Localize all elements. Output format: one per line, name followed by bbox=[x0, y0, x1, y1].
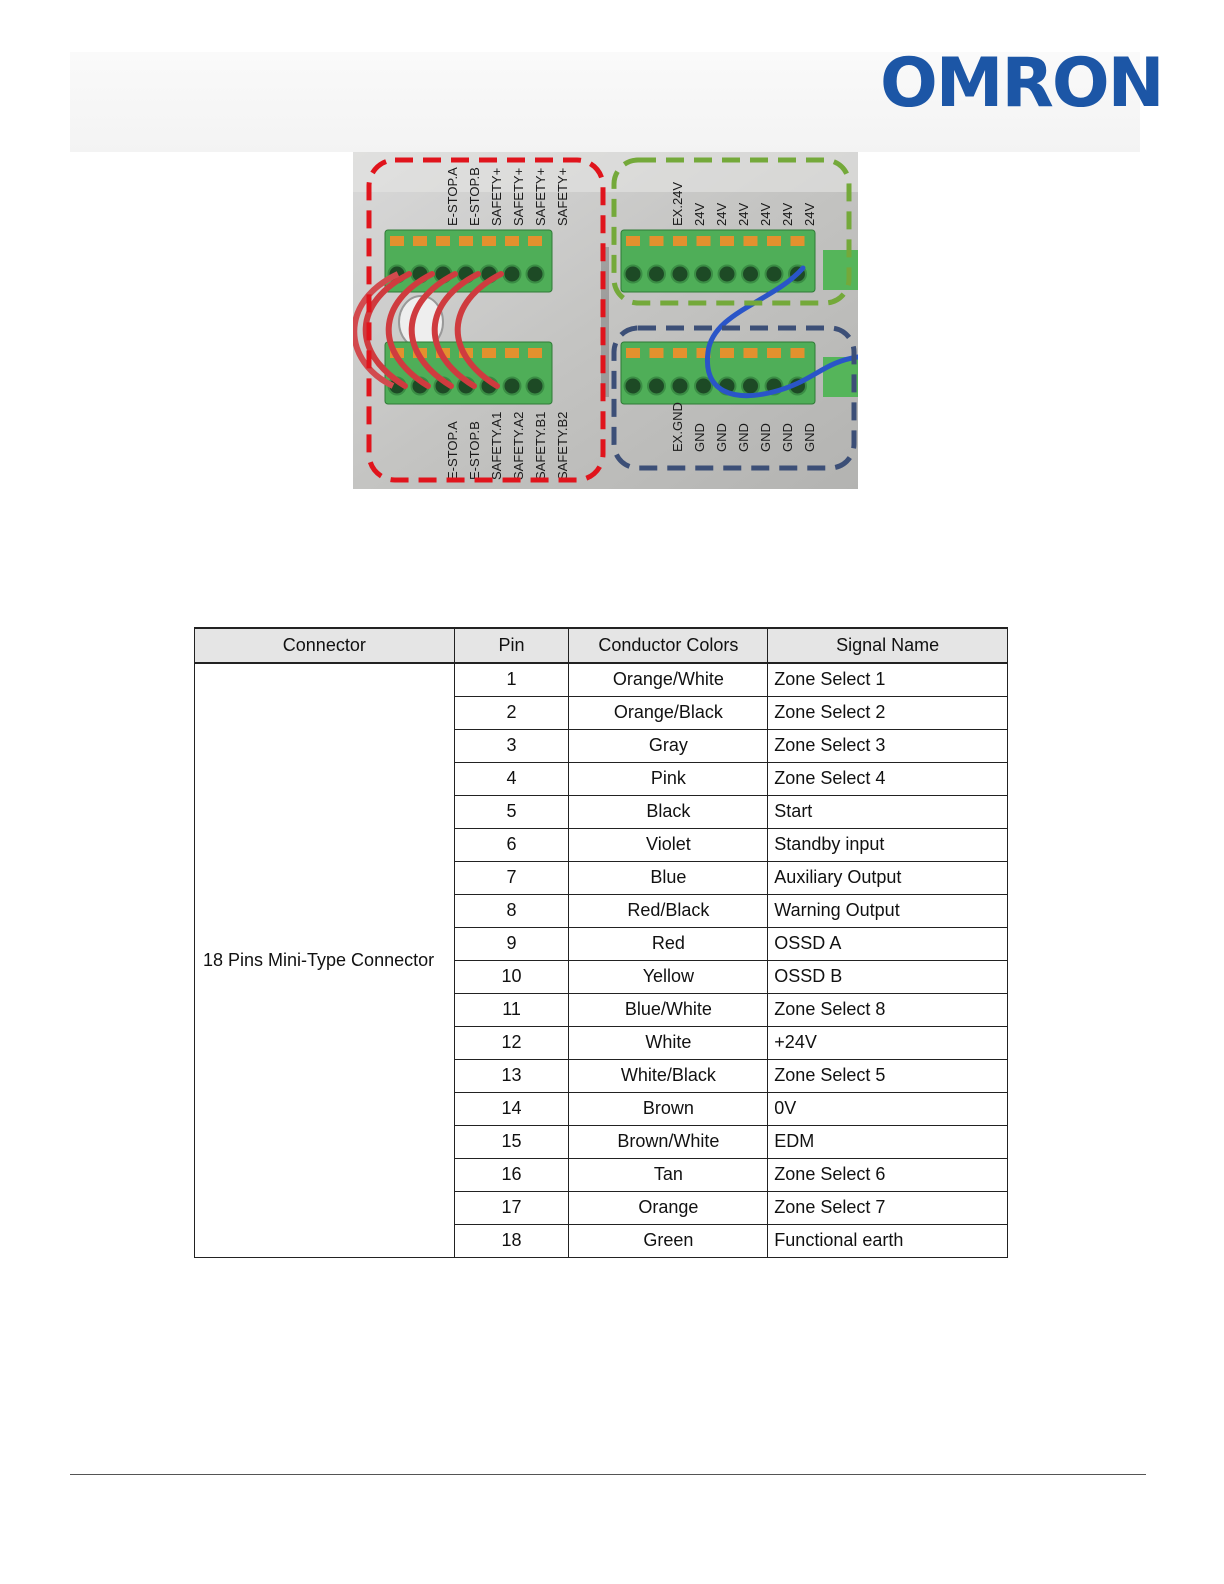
signal-name-cell: Warning Output bbox=[768, 894, 1008, 927]
terminal-label: SAFETY.A1 bbox=[489, 411, 504, 480]
table-header-row bbox=[195, 628, 1008, 663]
conductor-color-cell: Orange/White bbox=[569, 663, 768, 696]
terminal-label: 24V bbox=[692, 202, 707, 226]
conductor-color-cell: Gray bbox=[569, 729, 768, 762]
terminal-label: SAFETY.B1 bbox=[533, 411, 548, 480]
header-conductor-colors: Conductor Colors bbox=[569, 628, 768, 663]
terminal-label: SAFETY+ bbox=[511, 167, 526, 226]
terminal-label: GND bbox=[758, 423, 773, 452]
wire-hole bbox=[695, 266, 712, 283]
wire-hole bbox=[766, 266, 783, 283]
signal-name-cell: Standby input bbox=[768, 828, 1008, 861]
release-lever bbox=[626, 236, 640, 246]
header-pin: Pin bbox=[454, 628, 569, 663]
conductor-color-cell: Yellow bbox=[569, 960, 768, 993]
wire-hole bbox=[672, 266, 689, 283]
terminal-label: SAFETY.B2 bbox=[555, 411, 570, 480]
pin-cell: 7 bbox=[454, 861, 569, 894]
terminal-label: 24V bbox=[714, 202, 729, 226]
release-lever bbox=[459, 236, 473, 246]
signal-name-cell: Zone Select 1 bbox=[768, 663, 1008, 696]
pin-cell: 12 bbox=[454, 1026, 569, 1059]
pin-cell: 11 bbox=[454, 993, 569, 1026]
pin-cell: 1 bbox=[454, 663, 569, 696]
pin-cell: 13 bbox=[454, 1059, 569, 1092]
terminal-label: SAFETY+ bbox=[489, 167, 504, 226]
signal-name-cell: Zone Select 6 bbox=[768, 1158, 1008, 1191]
signal-name-cell: Zone Select 8 bbox=[768, 993, 1008, 1026]
terminal-label: EX.24V bbox=[670, 181, 685, 226]
side-terminal-top bbox=[823, 250, 858, 290]
wire-hole bbox=[672, 378, 689, 395]
pin-cell: 16 bbox=[454, 1158, 569, 1191]
terminal-label: SAFETY+ bbox=[555, 167, 570, 226]
pin-cell: 4 bbox=[454, 762, 569, 795]
release-lever bbox=[650, 348, 664, 358]
release-lever bbox=[744, 348, 758, 358]
table-row bbox=[195, 663, 1008, 696]
conductor-color-cell: Tan bbox=[569, 1158, 768, 1191]
wire-hole bbox=[648, 266, 665, 283]
terminal-label: EX.GND bbox=[670, 402, 685, 452]
conductor-color-cell: Brown bbox=[569, 1092, 768, 1125]
pin-cell: 8 bbox=[454, 894, 569, 927]
conductor-color-cell: Blue bbox=[569, 861, 768, 894]
release-lever bbox=[720, 348, 734, 358]
pin-table bbox=[194, 627, 1008, 1258]
signal-name-cell: Zone Select 4 bbox=[768, 762, 1008, 795]
terminal-label: SAFETY+ bbox=[533, 167, 548, 226]
wire-hole bbox=[625, 378, 642, 395]
release-lever bbox=[767, 236, 781, 246]
conductor-color-cell: Red/Black bbox=[569, 894, 768, 927]
signal-name-cell: Start bbox=[768, 795, 1008, 828]
wire-hole bbox=[742, 266, 759, 283]
terminal-label: 24V bbox=[802, 202, 817, 226]
pin-cell: 10 bbox=[454, 960, 569, 993]
signal-name-cell: +24V bbox=[768, 1026, 1008, 1059]
conductor-color-cell: Green bbox=[569, 1224, 768, 1257]
terminal-label: E-STOP.A bbox=[445, 421, 460, 480]
wiring-photo bbox=[353, 152, 858, 489]
signal-name-cell: OSSD B bbox=[768, 960, 1008, 993]
terminal-label: E-STOP.A bbox=[445, 167, 460, 226]
wire-hole bbox=[719, 266, 736, 283]
pin-cell: 2 bbox=[454, 696, 569, 729]
wire-hole bbox=[504, 378, 521, 395]
wire-hole bbox=[527, 378, 544, 395]
release-lever bbox=[767, 348, 781, 358]
connector-cell: 18 Pins Mini-Type Connector bbox=[195, 663, 455, 1257]
signal-name-cell: OSSD A bbox=[768, 927, 1008, 960]
release-lever bbox=[528, 236, 542, 246]
conductor-color-cell: White/Black bbox=[569, 1059, 768, 1092]
release-lever bbox=[390, 236, 404, 246]
pin-cell: 5 bbox=[454, 795, 569, 828]
header-connector: Connector bbox=[195, 628, 455, 663]
pin-cell: 15 bbox=[454, 1125, 569, 1158]
signal-name-cell: 0V bbox=[768, 1092, 1008, 1125]
terminal-label: E-STOP.B bbox=[467, 421, 482, 480]
release-lever bbox=[791, 236, 805, 246]
omron-logo: OMRON bbox=[880, 44, 1163, 123]
conductor-color-cell: Black bbox=[569, 795, 768, 828]
terminal-label: 24V bbox=[736, 202, 751, 226]
wire-hole bbox=[742, 378, 759, 395]
wire-hole bbox=[527, 266, 544, 283]
conductor-color-cell: Orange bbox=[569, 1191, 768, 1224]
release-lever bbox=[505, 348, 519, 358]
terminal-label: E-STOP.B bbox=[467, 167, 482, 226]
release-lever bbox=[744, 236, 758, 246]
signal-name-cell: Zone Select 2 bbox=[768, 696, 1008, 729]
release-lever bbox=[436, 236, 450, 246]
pin-cell: 3 bbox=[454, 729, 569, 762]
release-lever bbox=[673, 236, 687, 246]
release-lever bbox=[626, 348, 640, 358]
signal-name-cell: EDM bbox=[768, 1125, 1008, 1158]
signal-name-cell: Functional earth bbox=[768, 1224, 1008, 1257]
conductor-color-cell: Brown/White bbox=[569, 1125, 768, 1158]
release-lever bbox=[650, 236, 664, 246]
release-lever bbox=[791, 348, 805, 358]
signal-name-cell: Auxiliary Output bbox=[768, 861, 1008, 894]
terminal-label: SAFETY.A2 bbox=[511, 411, 526, 480]
header-signal-name: Signal Name bbox=[768, 628, 1008, 663]
terminal-label: GND bbox=[714, 423, 729, 452]
terminal-label: GND bbox=[780, 423, 795, 452]
terminal-label: 24V bbox=[758, 202, 773, 226]
wire-hole bbox=[648, 378, 665, 395]
signal-name-cell: Zone Select 5 bbox=[768, 1059, 1008, 1092]
terminal-label: GND bbox=[692, 423, 707, 452]
wire-hole bbox=[625, 266, 642, 283]
release-lever bbox=[482, 348, 496, 358]
conductor-color-cell: Pink bbox=[569, 762, 768, 795]
wire-hole bbox=[504, 266, 521, 283]
conductor-color-cell: Red bbox=[569, 927, 768, 960]
terminal-label: GND bbox=[736, 423, 751, 452]
release-lever bbox=[505, 236, 519, 246]
conductor-color-cell: Violet bbox=[569, 828, 768, 861]
release-lever bbox=[697, 236, 711, 246]
signal-name-cell: Zone Select 7 bbox=[768, 1191, 1008, 1224]
release-lever bbox=[482, 236, 496, 246]
conductor-color-cell: Blue/White bbox=[569, 993, 768, 1026]
terminal-label: GND bbox=[802, 423, 817, 452]
pin-cell: 17 bbox=[454, 1191, 569, 1224]
release-lever bbox=[528, 348, 542, 358]
signal-name-cell: Zone Select 3 bbox=[768, 729, 1008, 762]
pin-cell: 9 bbox=[454, 927, 569, 960]
pin-cell: 14 bbox=[454, 1092, 569, 1125]
conductor-color-cell: Orange/Black bbox=[569, 696, 768, 729]
release-lever bbox=[720, 236, 734, 246]
pin-cell: 18 bbox=[454, 1224, 569, 1257]
conductor-color-cell: White bbox=[569, 1026, 768, 1059]
release-lever bbox=[673, 348, 687, 358]
footer-rule bbox=[70, 1474, 1146, 1475]
pin-cell: 6 bbox=[454, 828, 569, 861]
terminal-label: 24V bbox=[780, 202, 795, 226]
release-lever bbox=[413, 236, 427, 246]
